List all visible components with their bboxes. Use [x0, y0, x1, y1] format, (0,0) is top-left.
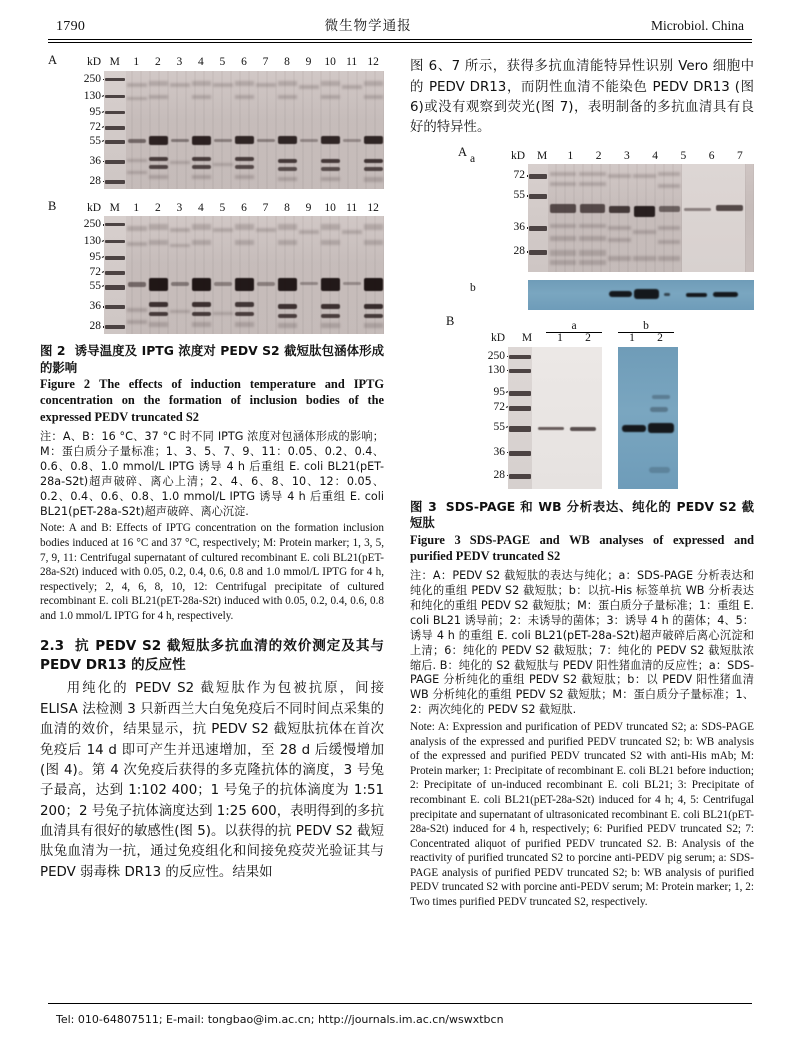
lane-label: 7 — [737, 149, 743, 162]
panel-b-gel — [58, 216, 384, 334]
lane-label: 1 — [133, 201, 140, 214]
mw-label: 250 — [83, 218, 101, 231]
lane-label: 4 — [652, 149, 658, 162]
mw-label: 130 — [83, 89, 101, 102]
lane-label: 10 — [324, 56, 336, 69]
kd-label: kD — [86, 201, 101, 214]
lane-label: 5 — [219, 56, 226, 69]
panel-a-marker-scale — [58, 71, 104, 189]
lane-label: 7 — [262, 56, 269, 69]
lane-label: 11 — [346, 201, 358, 214]
lane-label: 8 — [284, 201, 290, 214]
panel-b-marker-scale — [462, 347, 508, 489]
panel-label-a: A — [458, 144, 468, 159]
panel-label-b: B — [48, 198, 57, 213]
mw-label: 95 — [493, 385, 505, 398]
panel-label-a-sub-a: a — [470, 152, 476, 165]
lane-label: 11 — [346, 56, 358, 69]
mw-label: 36 — [89, 154, 101, 167]
mw-label: 250 — [83, 72, 101, 85]
panel-b-gel-b-image — [618, 347, 678, 489]
figure-3-panel-b — [410, 314, 754, 489]
lane-label: 3 — [624, 149, 630, 162]
panel-a-b-wb — [482, 280, 754, 310]
lane-label: 1 — [629, 332, 635, 345]
figure-3-caption-en — [410, 532, 754, 565]
mw-label: 36 — [493, 445, 505, 458]
panel-label-a: A — [48, 53, 58, 68]
panel-b-gels — [462, 347, 754, 489]
figure-2-number-en: Figure 2 — [40, 376, 91, 391]
panel-a-lane-headers — [482, 151, 754, 163]
panel-a-gel-image — [104, 71, 384, 189]
section-heading — [40, 637, 384, 675]
journal-title-en: Microbiol. China — [650, 18, 744, 33]
mw-label: 72 — [89, 120, 101, 133]
section-number: 2.3 — [40, 638, 65, 655]
figure-3-number-en: Figure 3 — [410, 532, 461, 547]
figure-2-number-cn: 图 2 — [40, 343, 66, 359]
panel-b-group-headers — [462, 320, 754, 333]
lane-label: 12 — [367, 201, 379, 214]
footer-contact: Tel: 010-64807511; E-mail: tongbao@im.ac.cn; http://journals.im.ac.cn/wswxtbcn — [56, 1013, 504, 1026]
mw-label: 55 — [89, 280, 101, 293]
lane-label: 5 — [680, 149, 687, 162]
lane-label-m: M — [537, 149, 548, 162]
panel-a-marker-scale — [482, 164, 528, 272]
figure-2-title-en: The effects of induction temperature and IPTG concentration on the formation of inclusion bodies of the expressed PEDV truncated S2 — [40, 376, 384, 424]
figure-3-title-cn: SDS-PAGE 和 WB 分析表达、纯化的 PEDV S2 截短肽 — [410, 498, 754, 531]
panel-a-gel — [58, 71, 384, 189]
lane-label: 10 — [324, 201, 336, 214]
figure-3-caption-cn — [410, 499, 754, 532]
two-column-body — [40, 53, 760, 987]
figure-3-title-en: SDS-PAGE and WB analyses of expressed and purified PEDV truncated S2 — [410, 532, 754, 563]
lane-label: 8 — [284, 56, 290, 69]
right-column — [410, 57, 754, 987]
figure-2-note-en: Note: A and B: Effects of IPTG concentration on the formation inclusion bodies induced at 16 °C and 37 °C, respectively; M: Protein marker; 1, 3, 5, 7, 9, 11: Centrifugal supernatant of cultured recombinant E. coli BL21(pET-28a-S2t) induced with 0.05, 0.2, 0.4, 0.6, 0.8 and 1.0 mmol/L IPTG for 4 h, respectively; 2, 4, 6, 8, 10, 12: Centrifugal precipitate of cultured recombinant E. coli BL21(pET-28a-S2t) induced with 0.05, 0.2, 0.4, 0.6, 0.8 and 1.0 mmol/L IPTG for 4 h, respectively. — [40, 522, 384, 622]
lane-label: 2 — [154, 201, 161, 214]
section-title: 抗 PEDV S2 截短肽多抗血清的效价测定及其与 PEDV DR13 的反应性 — [40, 638, 384, 674]
kd-label: kD — [510, 149, 525, 162]
lane-label: 1 — [133, 56, 140, 69]
lane-label: 2 — [595, 149, 602, 162]
lane-label: 4 — [198, 201, 204, 214]
lane-label: 5 — [219, 201, 226, 214]
mw-label: 36 — [513, 221, 525, 234]
panel-b-group-label-b: b — [618, 320, 674, 333]
kd-label: kD — [86, 56, 101, 69]
panel-b-group-label-a: a — [546, 320, 602, 333]
mw-label: 28 — [89, 174, 101, 187]
mw-label: 72 — [493, 400, 505, 413]
panel-label-a-sub-b: b — [470, 282, 476, 295]
mw-label: 55 — [89, 134, 101, 147]
mw-label: 55 — [513, 189, 525, 202]
lane-label: 6 — [241, 201, 247, 214]
lane-label: 9 — [305, 56, 312, 69]
mw-label: 28 — [493, 468, 505, 481]
panel-label-b: B — [446, 314, 455, 329]
lane-label: 1 — [567, 149, 574, 162]
mw-label: 55 — [493, 420, 505, 433]
lane-label: 2 — [657, 332, 663, 345]
figure-3-panel-a-b — [410, 280, 754, 310]
panel-a-b-wb-image — [528, 280, 754, 310]
kd-label: kD — [490, 332, 505, 345]
running-head — [40, 0, 760, 39]
lane-label: 1 — [557, 332, 563, 345]
mw-label: 95 — [89, 251, 101, 264]
figure-2-panel-b — [40, 198, 384, 335]
right-column-paragraph: 图 6、7 所示，获得多抗血清能特异性识别 Vero 细胞中的 PEDV DR13，而阴性血清不能染色 PEDV DR13 (图 6)或没有观察到荧光(图 7)，表明制备的多抗血清具有良好的特异性。 — [410, 59, 754, 136]
panel-b-gel-image — [104, 216, 384, 334]
panel-b-gel-a-image — [508, 347, 602, 489]
panel-a-lane-headers — [58, 57, 384, 69]
mw-label: 28 — [513, 245, 525, 258]
mw-label: 72 — [89, 266, 101, 279]
mw-label: 250 — [487, 349, 505, 362]
figure-2-panel-a — [40, 53, 384, 189]
lane-label-m: M — [109, 201, 120, 214]
figure-3-panel-a — [410, 144, 754, 273]
lane-label-m: M — [109, 56, 120, 69]
mw-label: 95 — [89, 105, 101, 118]
lane-label: 6 — [241, 56, 247, 69]
mw-label: 36 — [89, 300, 101, 313]
lane-label: 3 — [176, 56, 183, 69]
panel-a-b-spacer — [482, 280, 528, 310]
panel-b-marker-scale — [58, 216, 104, 334]
panel-a-gel — [482, 164, 754, 272]
lane-label: 3 — [176, 201, 183, 214]
footer-rule — [48, 1003, 752, 1004]
figure-2-note-cn: 注：A、B：16 °C、37 °C 时不同 IPTG 浓度对包涵体形成的影响；M：蛋白质分子量标准；1、3、5、7、9、11：0.05、0.2、0.4、0.6、0.8、1.0 mmol/L IPTG 诱导 4 h 后重组 E. coli BL21(pET-28a-S2t)超声破碎、离心上清；2、4、6、8、10、12：0.05、0.2、0.4、0.6、0.8、1.0 mmol/L IPTG 诱导 4 h 后重组 E. coli BL21(pET-28a-S2t)超声破碎、离心沉淀. — [40, 430, 384, 518]
lane-label-m: M — [521, 332, 533, 345]
lane-label: 7 — [262, 201, 269, 214]
left-column — [40, 53, 384, 987]
panel-a-gel-image — [528, 164, 754, 272]
header-rule — [48, 39, 752, 43]
mw-label: 28 — [89, 320, 101, 333]
figure-3-note-cn: 注：A：PEDV S2 截短肽的表达与纯化；a：SDS-PAGE 分析表达和纯化的重组 PEDV S2 截短肽；b：以抗-His 标签单抗 WB 分析表达和纯化的重组 PEDV S2 截短肽；M：蛋白质分子量标准；1：重组 E. coli BL21 诱导前；2：未诱导的菌体；3：诱导 4 h 的菌体；4、5：诱导 4 h 的重组 E. coli BL21(pET-28a-S2t)超声破碎后离心沉淀和上清；6：纯化的 PEDV S2 截短肽；7：纯化的 PEDV S2 截短肽浓缩后. B：纯化的 S2 截短肽与 PEDV 阳性猪血清的反应性；a：SDS-PAGE 分析纯化的重组 PEDV S2 截短肽；b：以 PEDV 阳性猪血清 WB 分析纯化的重组 PEDV S2 截短肽；M：蛋白质分子量标准；1、2：两次纯化的 PEDV S2 截短肽. — [410, 569, 754, 717]
journal-title-cn: 微生物学通报 — [324, 18, 412, 34]
lane-label: 4 — [198, 56, 204, 69]
panel-b-lane-headers — [462, 333, 754, 345]
page-number: 1790 — [56, 19, 86, 34]
mw-label: 72 — [513, 169, 525, 182]
figure-3-number-cn: 图 3 — [410, 498, 437, 514]
figure-2-caption-en — [40, 376, 384, 425]
section-paragraph: 用纯化的 PEDV S2 截短肽作为包被抗原，间接 ELISA 法检测 3 只新西兰大白兔免疫后不同时间点采集的血清的效价，结果显示，抗 PEDV S2 截短肽抗体在首次免疫后 14 d 即可产生并迅速增加，至 28 d 后缓慢增加(图 4)。第 4 次免疫后获得的多克隆抗体的滴度，3 号兔子最高，达到 1:102 400；1 号兔子的抗体滴度为 1:51 200；2 号兔子抗体滴度达到 1:25 600，表明得到的多抗血清具有很好的敏感性(图 5)。以获得的抗 PEDV S2 截短肽兔血清为一抗，通过免疫组化和间接免疫荧光验证其与 PEDV 弱毒株 DR13 的反应性。结果如 — [40, 681, 384, 880]
lane-label: 9 — [305, 201, 312, 214]
figure-2-title-cn: 诱导温度及 IPTG 浓度对 PEDV S2 截短肽包涵体形成的影响 — [40, 343, 384, 375]
lane-label: 2 — [585, 332, 591, 345]
lane-label: 2 — [154, 56, 161, 69]
panel-b-lane-headers — [58, 203, 384, 215]
mw-label: 130 — [487, 363, 505, 376]
figure-3-note-en: Note: A: Expression and purification of PEDV truncated S2; a: SDS-PAGE analysis of the expressed and purified PEDV truncated S2; b: WB analysis of the expressed and purified PEDV truncated S2 with anti-His mAb; M: Protein marker; 1: Precipitate of recombinant E. coli BL21 before induction; 2: Precipitate of un-induced recombinant E. coli BL21; 3: Precipitate of recombinant E. coli BL21(pET-28a-S2t) induced for 4 h; 4, 5: Centrifugal precipitate and supernatant of ultrasonicated recombinant E. coli BL21(pET-28a-S2t) induced for 4 h, respectively; 6: Purified PEDV truncated S2; 7: Concentrated aliquot of purified PEDV truncated S2. B: Analysis of the reactivity of purified truncated S2 to porcine anti-PEDV pig serum; a: SDS-PAGE analysis of purified PEDV truncated S2; b: WB analysis of purified PEDV truncated S2 with porcine anti-PEDV serum; M: Protein marker; 1, 2: Two times purified PEDV truncated S2, respectively. — [410, 721, 754, 908]
figure-2-caption-cn — [40, 343, 384, 376]
mw-label: 130 — [83, 235, 101, 248]
lane-label: 12 — [367, 56, 379, 69]
lane-label: 6 — [708, 149, 715, 162]
